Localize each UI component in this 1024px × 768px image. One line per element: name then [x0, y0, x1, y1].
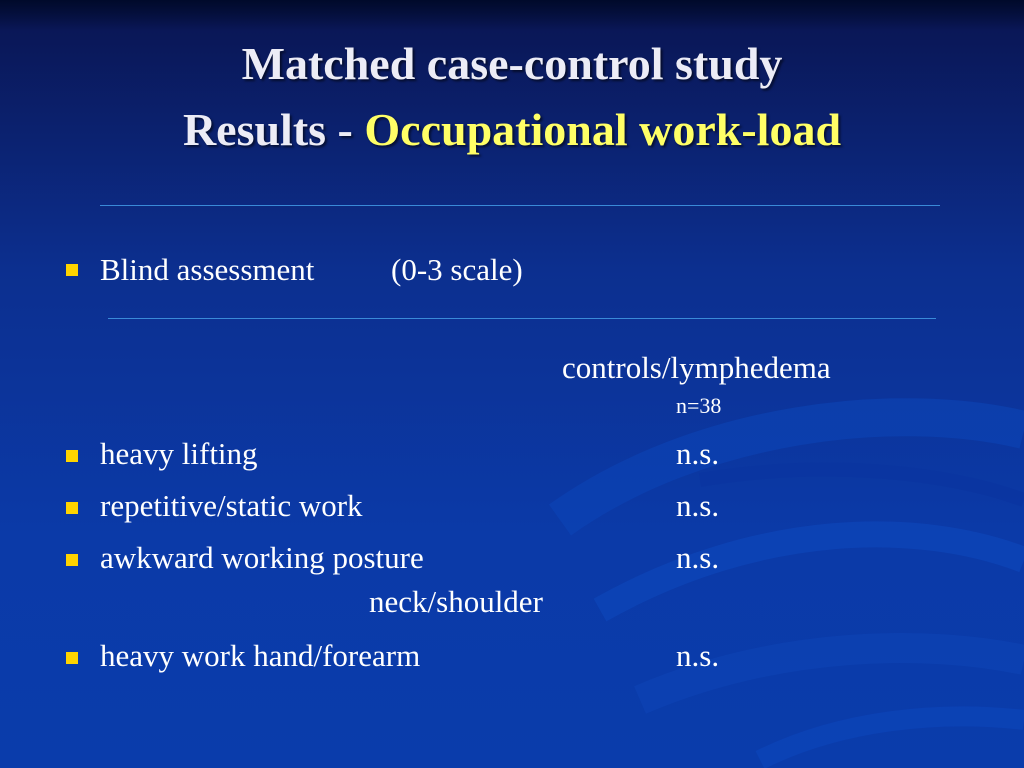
- title-main: Matched case-control study: [241, 38, 783, 89]
- row-label: awkward working posture: [100, 540, 424, 575]
- row-value: n.s.: [676, 638, 720, 673]
- column-n: n=38: [676, 393, 722, 418]
- bullet-square-icon: [66, 264, 78, 276]
- row-label: heavy lifting: [100, 436, 258, 471]
- row-sublabel: neck/shoulder: [369, 584, 543, 619]
- bullet-square-icon: [66, 502, 78, 514]
- intro-scale: (0-3 scale): [391, 252, 523, 287]
- title-prefix: Results -: [182, 104, 353, 155]
- row-label: repetitive/static work: [100, 488, 363, 523]
- row-value: n.s.: [676, 436, 720, 471]
- column-header: controls/lymphedema: [562, 350, 831, 385]
- bullet-square-icon: [66, 554, 78, 566]
- divider-top: [100, 205, 940, 206]
- title-line-1: [0, 36, 1024, 92]
- title-line-2: [0, 102, 1024, 158]
- bullet-square-icon: [66, 450, 78, 462]
- row-value: n.s.: [676, 488, 720, 523]
- row-value: n.s.: [676, 540, 720, 575]
- divider-mid: [108, 318, 936, 319]
- bullet-square-icon: [66, 652, 78, 664]
- row-label: heavy work hand/forearm: [100, 638, 421, 673]
- title-highlight: Occupational work-load: [364, 104, 842, 155]
- intro-label: Blind assessment: [100, 252, 315, 287]
